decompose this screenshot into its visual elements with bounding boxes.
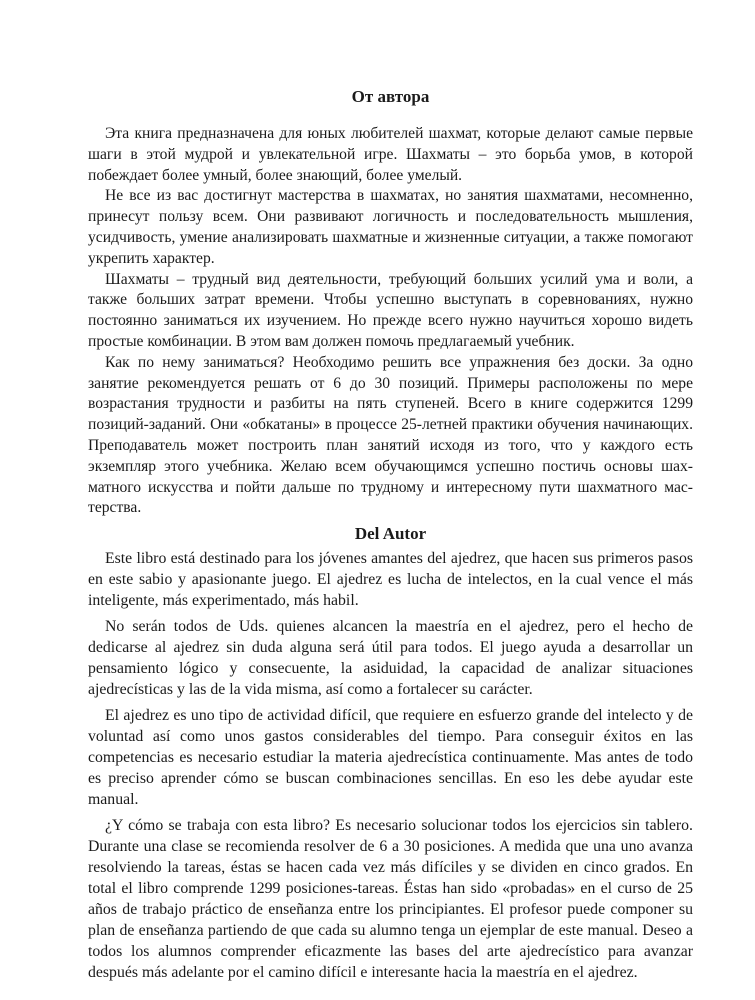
paragraph-ru-3: Шахматы – трудный вид деятельности, требующий больших усилий ума и воли, а также больших затрат времени. Чтобы успешно выступать в соревнованиях, нужно постоянно заниматься их изучением. Но прежде всего нужно научиться хорошо видеть простые комбинации. В этом вам должен помочь предлагаемый учебник. (88, 270, 693, 350)
paragraph-es-4: ¿Y cómo se trabaja con esta libro? Es necesario solucionar todos los ejercicios sin tablero. Durante una clase se recomienda resolver de 6 a 30 posiciones. A medida que una uno avanza resolviendo la tareas, éstas se hacen cada vez más difíciles y se dividen en cinco grados. En total el libro comprende 1299 posiciones-tareas. Éstas han sido «probadas» en el curso de 25 años de trabajo práctico de enseñanza entre los principiantes. El profesor puede componer su plan de enseñanza partiendo de que cada su alumno tenga un ejemplar de este manual. Deseo a todos los alumnos comprender eficazmente las bases del arte ajedrecístico para avanzar después más adelante por el camino difícil e interesante hacia la maestría en el ajedrez. (88, 817, 693, 982)
paragraph-ru-1: Эта книга предназначена для юных любителей шахмат, которые делают самые первые шаги в этой мудрой и увлекательной игре. Шахматы – это борьба умов, в которой побеждает более умный, более знающий, более умелый. (88, 125, 693, 184)
document-page (88, 86, 693, 983)
paragraph-es-1: Este libro está destinado para los jóvenes amantes del ajedrez, que hacen sus primeros pasos en este sabio y apasionante juego. El ajedrez es lucha de intelectos, en la cual vence el más inteligente, más experimentado, más habil. (88, 550, 693, 610)
paragraph-es-3: El ajedrez es uno tipo de actividad difícil, que requiere en esfuerzo grande del intelecto y de voluntad así como unos gastos considerables del tiempo. Para conseguir éxitos en las competencias es necesario estudiar la materia ajedrecística continuamente. Mas antes de todo es preciso aprender cómo se buscan combinaciones sencillas. En eso les debe ayudar este manual. (88, 707, 693, 809)
section-title-es: Del Autor (354, 524, 427, 544)
paragraph-ru-2: Не все из вас достигнут мастерства в шахматах, но занятия шахматами, несомненно, принесут пользу всем. Они развивают логичность и последовательность мышления, усидчивость, умение анализировать шахматные и жизненные ситуации, а также помогают укрепить характер. (88, 187, 693, 267)
paragraph-ru-4: Как по нему заниматься? Необходимо решить все упражнения без доски. За одно занятие рекомендуется решать от 6 до 30 позиций. Примеры расположены по мере возрастания трудности и разбиты на пять ступеней. Всего в книге содержится 1299 позиций-заданий. Они «обкатаны» в процессе 25-летней практики обучения начинающих. Преподаватель может построить план занятий исходя из того, что у каждого есть экземпляр этого учебника. Желаю всем обучающимся успешно постичь основы шахматного искусства и пойти дальше по трудному и интересному пути шахматного мастерства. (88, 353, 693, 517)
paragraph-es-2: No serán todos de Uds. quienes alcancen la maestría en el ajedrez, pero el hecho de dedicarse al ajedrez sin duda alguna será útil para todos. El juego ayuda a desarrollar un pensamiento lógico y consecuente, la asiduidad, la capacidad de analizar situaciones ajedrecísticas y las de la vida misma, así como a fortalecer su carácter. (88, 618, 693, 699)
section-title-ru: От автора (351, 87, 430, 106)
